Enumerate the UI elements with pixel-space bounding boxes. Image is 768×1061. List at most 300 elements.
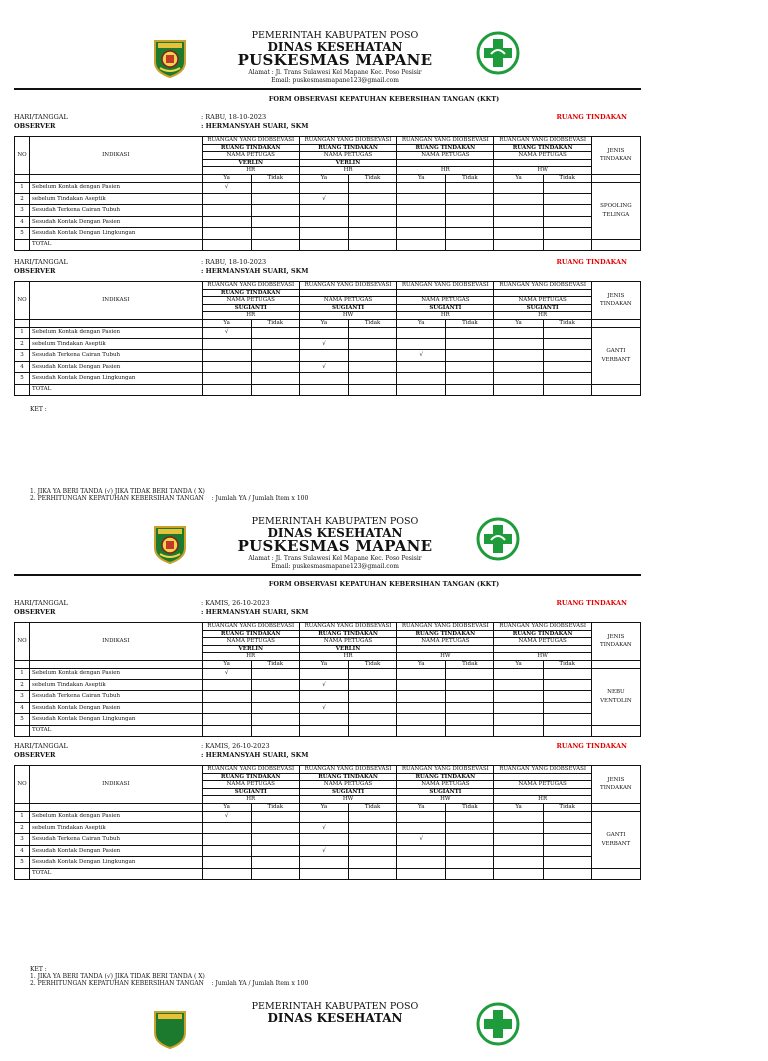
tidak-cell[interactable] [543, 327, 591, 338]
ya-cell[interactable] [397, 193, 446, 204]
total-cell[interactable] [494, 725, 543, 736]
row-number: 2 [15, 822, 30, 833]
indication-label: Sebelum Kontak dengan Pasien [30, 327, 203, 338]
tidak-cell[interactable] [543, 350, 591, 361]
tidak-cell[interactable] [446, 216, 494, 227]
tidak-cell[interactable] [251, 182, 299, 193]
staff-role: HR [202, 167, 299, 175]
tidak-cell[interactable] [349, 361, 397, 372]
tidak-cell[interactable] [543, 811, 591, 822]
table-row [15, 182, 641, 193]
observer-value: : HERMANSYAH SUARI, SKM [201, 122, 309, 130]
tidak-cell[interactable] [446, 327, 494, 338]
govt-name: PEMERINTAH KABUPATEN POSO [251, 30, 419, 41]
staff-role: HR [299, 167, 396, 175]
ya-cell[interactable] [397, 668, 446, 679]
tidak-cell[interactable] [251, 714, 299, 725]
room-name: RUANG TINDAKAN [202, 773, 299, 781]
staff-name [397, 159, 494, 167]
tidak-cell[interactable] [251, 361, 299, 372]
ya-cell[interactable] [202, 193, 251, 204]
ya-cell[interactable] [202, 361, 251, 372]
total-cell[interactable] [543, 384, 591, 395]
room-name: RUANG TINDAKAN [494, 144, 591, 152]
indication-label: Sesudah Kontak Dengan Lingkungan [30, 857, 203, 868]
tidak-cell[interactable] [251, 845, 299, 856]
date-value: : RABU, 18-10-2023 [201, 113, 267, 121]
room-name [299, 289, 396, 297]
tidak-cell[interactable] [543, 857, 591, 868]
total-cell[interactable] [543, 725, 591, 736]
letterhead-3 [0, 999, 768, 1061]
note-1: 1. JIKA YA BERI TANDA (√) JIKA TIDAK BERI TANDA ( X) [30, 973, 205, 980]
tidak-cell[interactable] [349, 182, 397, 193]
total-cell[interactable] [397, 384, 446, 395]
total-cell[interactable] [397, 239, 446, 250]
tidak-cell[interactable] [349, 857, 397, 868]
tidak-cell[interactable] [251, 373, 299, 384]
nama-petugas-header: NAMA PETUGAS [397, 152, 494, 160]
ya-cell[interactable] [202, 327, 251, 338]
nama-petugas-header: NAMA PETUGAS [299, 638, 396, 646]
header-row-rooms [15, 282, 641, 290]
total-cell[interactable] [397, 725, 446, 736]
ya-cell[interactable] [202, 350, 251, 361]
ya-cell[interactable] [299, 338, 348, 349]
staff-role: HR [202, 312, 299, 320]
table-row [15, 691, 641, 702]
total-cell[interactable] [202, 384, 251, 395]
ya-cell[interactable] [299, 373, 348, 384]
jenis-tindakan-value: GANTI VERBANT [591, 811, 640, 868]
total-cell[interactable] [397, 868, 446, 879]
observation-section [14, 258, 641, 396]
ya-cell[interactable] [299, 361, 348, 372]
ya-cell[interactable] [494, 350, 543, 361]
indication-label: Sesudah Terkena Cairan Tubuh [30, 350, 203, 361]
row-number: 5 [15, 714, 30, 725]
observation-section [14, 599, 641, 737]
total-cell[interactable] [349, 868, 397, 879]
check-mark: √ [224, 670, 229, 677]
total-cell[interactable] [349, 384, 397, 395]
observation-section [14, 742, 641, 880]
tidak-cell[interactable] [349, 679, 397, 690]
tidak-cell[interactable] [251, 702, 299, 713]
ya-header: Ya [494, 660, 543, 668]
tidak-cell[interactable] [446, 702, 494, 713]
ya-cell[interactable] [299, 216, 348, 227]
ya-cell[interactable] [299, 205, 348, 216]
ya-cell[interactable] [202, 691, 251, 702]
tidak-cell[interactable] [251, 834, 299, 845]
total-row [15, 725, 641, 736]
total-cell[interactable] [251, 725, 299, 736]
tidak-cell[interactable] [251, 338, 299, 349]
ya-cell[interactable] [494, 327, 543, 338]
ya-cell[interactable] [494, 845, 543, 856]
ya-cell[interactable] [494, 834, 543, 845]
room-name: RUANG TINDAKAN [299, 630, 396, 638]
ya-cell[interactable] [202, 714, 251, 725]
table-row [15, 228, 641, 239]
ya-cell[interactable] [494, 182, 543, 193]
nama-petugas-header: NAMA PETUGAS [397, 297, 494, 305]
ya-cell[interactable] [494, 361, 543, 372]
row-number: 1 [15, 327, 30, 338]
total-cell[interactable] [494, 239, 543, 250]
total-cell[interactable] [299, 725, 348, 736]
tidak-header: Tidak [251, 803, 299, 811]
table-row [15, 350, 641, 361]
tidak-cell[interactable] [251, 216, 299, 227]
indikasi-header: INDIKASI [30, 623, 203, 661]
tidak-cell[interactable] [446, 182, 494, 193]
ya-cell[interactable] [202, 228, 251, 239]
total-cell[interactable] [446, 384, 494, 395]
ya-cell[interactable] [494, 679, 543, 690]
facility-name: PUSKESMAS MAPANE [237, 536, 433, 555]
ya-cell[interactable] [202, 216, 251, 227]
ya-cell[interactable] [397, 182, 446, 193]
room-name [397, 289, 494, 297]
ya-cell[interactable] [299, 691, 348, 702]
ya-cell[interactable] [397, 361, 446, 372]
jenis-header: JENIS TINDAKAN [591, 623, 640, 661]
tidak-cell[interactable] [349, 822, 397, 833]
total-cell[interactable] [494, 384, 543, 395]
ya-cell[interactable] [202, 811, 251, 822]
ya-cell[interactable] [299, 702, 348, 713]
ya-header: Ya [299, 174, 348, 182]
tidak-cell[interactable] [543, 205, 591, 216]
ya-cell[interactable] [397, 691, 446, 702]
check-mark: √ [419, 352, 424, 359]
tidak-cell[interactable] [446, 845, 494, 856]
tidak-cell[interactable] [543, 193, 591, 204]
nama-petugas-header: NAMA PETUGAS [202, 638, 299, 646]
tidak-cell[interactable] [543, 373, 591, 384]
indication-label: Sebelum Kontak dengan Pasien [30, 182, 203, 193]
date-value: : KAMIS, 26-10-2023 [201, 742, 270, 750]
ya-cell[interactable] [299, 822, 348, 833]
table-row [15, 714, 641, 725]
agency-name: DINAS KESEHATAN [267, 39, 403, 54]
tidak-cell[interactable] [446, 228, 494, 239]
letterhead-text [190, 31, 480, 84]
tidak-cell[interactable] [446, 373, 494, 384]
ya-cell[interactable] [494, 691, 543, 702]
ya-cell[interactable] [202, 182, 251, 193]
room-header: RUANGAN YANG DIOBSEVASI [299, 137, 396, 145]
date-label: HARI/TANGGAL [14, 742, 68, 750]
tidak-cell[interactable] [446, 668, 494, 679]
tidak-cell[interactable] [543, 679, 591, 690]
observation-table [14, 281, 641, 396]
tidak-cell[interactable] [446, 857, 494, 868]
ya-cell[interactable] [397, 702, 446, 713]
table-row [15, 373, 641, 384]
ya-cell[interactable] [202, 338, 251, 349]
tidak-cell[interactable] [349, 714, 397, 725]
tidak-cell[interactable] [446, 811, 494, 822]
tidak-cell[interactable] [349, 373, 397, 384]
tidak-cell[interactable] [446, 822, 494, 833]
staff-name: SUGIANTI [397, 788, 494, 796]
room-header: RUANGAN YANG DIOBSEVASI [397, 282, 494, 290]
indikasi-header: INDIKASI [30, 766, 203, 804]
ya-cell[interactable] [397, 845, 446, 856]
tidak-header: Tidak [543, 660, 591, 668]
tidak-cell[interactable] [251, 691, 299, 702]
notes-label-1: KET : [30, 406, 47, 413]
ya-cell[interactable] [494, 193, 543, 204]
ya-cell[interactable] [202, 702, 251, 713]
tidak-header: Tidak [446, 803, 494, 811]
ya-cell[interactable] [397, 857, 446, 868]
header-rule-1 [14, 88, 641, 90]
ya-cell[interactable] [202, 205, 251, 216]
ya-cell[interactable] [494, 702, 543, 713]
tidak-cell[interactable] [349, 327, 397, 338]
tidak-cell[interactable] [251, 228, 299, 239]
tidak-cell[interactable] [349, 834, 397, 845]
table-row [15, 679, 641, 690]
indication-label: sebelum Tindakan Aseptik [30, 822, 203, 833]
row-number: 5 [15, 373, 30, 384]
row-number: 1 [15, 668, 30, 679]
room-header: RUANGAN YANG DIOBSEVASI [202, 282, 299, 290]
staff-name: SUGIANTI [202, 788, 299, 796]
tidak-cell[interactable] [349, 205, 397, 216]
header-rule-2 [14, 574, 641, 576]
check-mark: √ [322, 847, 326, 854]
header-row-yes-no [15, 174, 641, 182]
ya-cell[interactable] [299, 811, 348, 822]
table-row [15, 205, 641, 216]
ya-cell[interactable] [397, 834, 446, 845]
ya-cell[interactable] [299, 834, 348, 845]
letterhead-2 [0, 514, 768, 576]
ya-cell[interactable] [202, 857, 251, 868]
check-mark: √ [224, 813, 229, 820]
ya-cell[interactable] [397, 228, 446, 239]
tidak-cell[interactable] [349, 193, 397, 204]
ya-cell[interactable] [397, 216, 446, 227]
total-cell[interactable] [299, 384, 348, 395]
tidak-cell[interactable] [349, 216, 397, 227]
ya-cell[interactable] [494, 714, 543, 725]
tidak-cell[interactable] [543, 228, 591, 239]
date-label: HARI/TANGGAL [14, 258, 68, 266]
tidak-cell[interactable] [543, 668, 591, 679]
ya-cell[interactable] [494, 228, 543, 239]
tidak-cell[interactable] [543, 834, 591, 845]
room-name: RUANG TINDAKAN [299, 144, 396, 152]
ya-cell[interactable] [202, 373, 251, 384]
tidak-cell[interactable] [349, 845, 397, 856]
tidak-cell[interactable] [543, 691, 591, 702]
header-row-yes-no [15, 319, 641, 327]
poso-emblem-icon [152, 524, 188, 564]
ya-cell[interactable] [202, 845, 251, 856]
tidak-cell[interactable] [251, 205, 299, 216]
ya-cell[interactable] [397, 338, 446, 349]
total-cell[interactable] [349, 239, 397, 250]
tidak-cell[interactable] [251, 327, 299, 338]
tidak-cell[interactable] [446, 338, 494, 349]
ya-cell[interactable] [299, 679, 348, 690]
ya-header: Ya [494, 319, 543, 327]
tidak-cell[interactable] [349, 702, 397, 713]
ya-cell[interactable] [494, 216, 543, 227]
ya-cell[interactable] [494, 857, 543, 868]
tidak-cell[interactable] [251, 822, 299, 833]
govt-name: PEMERINTAH KABUPATEN POSO [251, 1001, 419, 1012]
ya-cell[interactable] [494, 205, 543, 216]
tidak-cell[interactable] [251, 857, 299, 868]
observer-label: OBSERVER [14, 751, 56, 759]
observation-table [14, 765, 641, 880]
total-cell[interactable] [299, 239, 348, 250]
room-name: RUANG TINDAKAN [397, 144, 494, 152]
notes-2 [30, 966, 308, 987]
form-title-2: FORM OBSERVASI KEPATUHAN KEBERSIHAN TANGAN (KKT) [268, 580, 500, 588]
room-header: RUANGAN YANG DIOBSEVASI [202, 137, 299, 145]
tidak-cell[interactable] [349, 811, 397, 822]
location-label: RUANG TINDAKAN [556, 113, 627, 121]
ya-cell[interactable] [397, 822, 446, 833]
tidak-cell[interactable] [543, 182, 591, 193]
date-label: HARI/TANGGAL [14, 599, 68, 607]
ya-cell[interactable] [299, 845, 348, 856]
notes-label-2: KET : [30, 966, 47, 973]
total-cell[interactable] [251, 384, 299, 395]
tidak-cell[interactable] [446, 834, 494, 845]
ya-cell[interactable] [299, 193, 348, 204]
total-cell[interactable] [446, 239, 494, 250]
tidak-cell[interactable] [251, 193, 299, 204]
govt-name: PEMERINTAH KABUPATEN POSO [251, 516, 419, 527]
tidak-cell[interactable] [446, 361, 494, 372]
total-cell[interactable] [446, 725, 494, 736]
room-name: RUANG TINDAKAN [202, 289, 299, 297]
tidak-cell[interactable] [349, 338, 397, 349]
ya-cell[interactable] [202, 822, 251, 833]
table-row [15, 834, 641, 845]
tidak-header: Tidak [349, 803, 397, 811]
staff-name: VERLIN [299, 645, 396, 653]
ya-header: Ya [202, 174, 251, 182]
ya-cell[interactable] [299, 182, 348, 193]
total-cell[interactable] [349, 725, 397, 736]
ya-cell[interactable] [397, 205, 446, 216]
tidak-cell[interactable] [251, 679, 299, 690]
staff-name [397, 645, 494, 653]
ya-cell[interactable] [494, 822, 543, 833]
ya-cell[interactable] [299, 857, 348, 868]
tidak-cell[interactable] [543, 338, 591, 349]
total-cell[interactable] [543, 868, 591, 879]
staff-role: HW [494, 167, 591, 175]
ya-cell[interactable] [397, 327, 446, 338]
total-cell[interactable] [251, 239, 299, 250]
ya-cell[interactable] [397, 373, 446, 384]
ya-cell[interactable] [494, 338, 543, 349]
row-number: 2 [15, 338, 30, 349]
ya-cell[interactable] [202, 668, 251, 679]
ya-cell[interactable] [299, 668, 348, 679]
indication-label: Sesudah Kontak Dengan Lingkungan [30, 714, 203, 725]
tidak-cell[interactable] [446, 691, 494, 702]
ya-cell[interactable] [397, 714, 446, 725]
ya-cell[interactable] [202, 834, 251, 845]
ya-cell[interactable] [397, 679, 446, 690]
ya-cell[interactable] [299, 327, 348, 338]
header-row-yes-no [15, 660, 641, 668]
tidak-cell[interactable] [349, 668, 397, 679]
total-cell[interactable] [202, 725, 251, 736]
location-label: RUANG TINDAKAN [556, 742, 627, 750]
ya-cell[interactable] [299, 714, 348, 725]
total-cell[interactable] [202, 868, 251, 879]
ya-cell[interactable] [494, 811, 543, 822]
total-cell[interactable] [251, 868, 299, 879]
ya-cell[interactable] [397, 350, 446, 361]
ya-cell[interactable] [299, 228, 348, 239]
total-cell[interactable] [202, 239, 251, 250]
tidak-cell[interactable] [543, 361, 591, 372]
nama-petugas-header: NAMA PETUGAS [397, 638, 494, 646]
total-cell[interactable] [446, 868, 494, 879]
staff-role: HR [299, 653, 396, 661]
ya-cell[interactable] [397, 811, 446, 822]
total-cell[interactable] [299, 868, 348, 879]
room-header: RUANGAN YANG DIOBSEVASI [397, 766, 494, 774]
ya-cell[interactable] [494, 668, 543, 679]
indication-label: sebelum Tindakan Aseptik [30, 679, 203, 690]
total-cell[interactable] [494, 868, 543, 879]
tidak-cell[interactable] [446, 350, 494, 361]
ya-cell[interactable] [494, 373, 543, 384]
total-cell[interactable] [543, 239, 591, 250]
tidak-cell[interactable] [543, 216, 591, 227]
tidak-cell[interactable] [446, 205, 494, 216]
tidak-cell[interactable] [349, 228, 397, 239]
ya-cell[interactable] [299, 350, 348, 361]
staff-name [494, 788, 591, 796]
tidak-cell[interactable] [543, 822, 591, 833]
staff-role: HR [494, 796, 591, 804]
tidak-cell[interactable] [446, 679, 494, 690]
ya-cell[interactable] [202, 679, 251, 690]
tidak-cell[interactable] [543, 845, 591, 856]
staff-role: HR [397, 312, 494, 320]
tidak-cell[interactable] [251, 811, 299, 822]
tidak-cell[interactable] [543, 714, 591, 725]
tidak-cell[interactable] [349, 350, 397, 361]
ya-header: Ya [397, 174, 446, 182]
tidak-cell[interactable] [251, 668, 299, 679]
tidak-cell[interactable] [349, 691, 397, 702]
tidak-cell[interactable] [446, 714, 494, 725]
tidak-cell[interactable] [251, 350, 299, 361]
tidak-cell[interactable] [543, 702, 591, 713]
tidak-cell[interactable] [446, 193, 494, 204]
staff-name: SUGIANTI [299, 304, 396, 312]
room-name: RUANG TINDAKAN [397, 630, 494, 638]
room-header: RUANGAN YANG DIOBSEVASI [202, 766, 299, 774]
